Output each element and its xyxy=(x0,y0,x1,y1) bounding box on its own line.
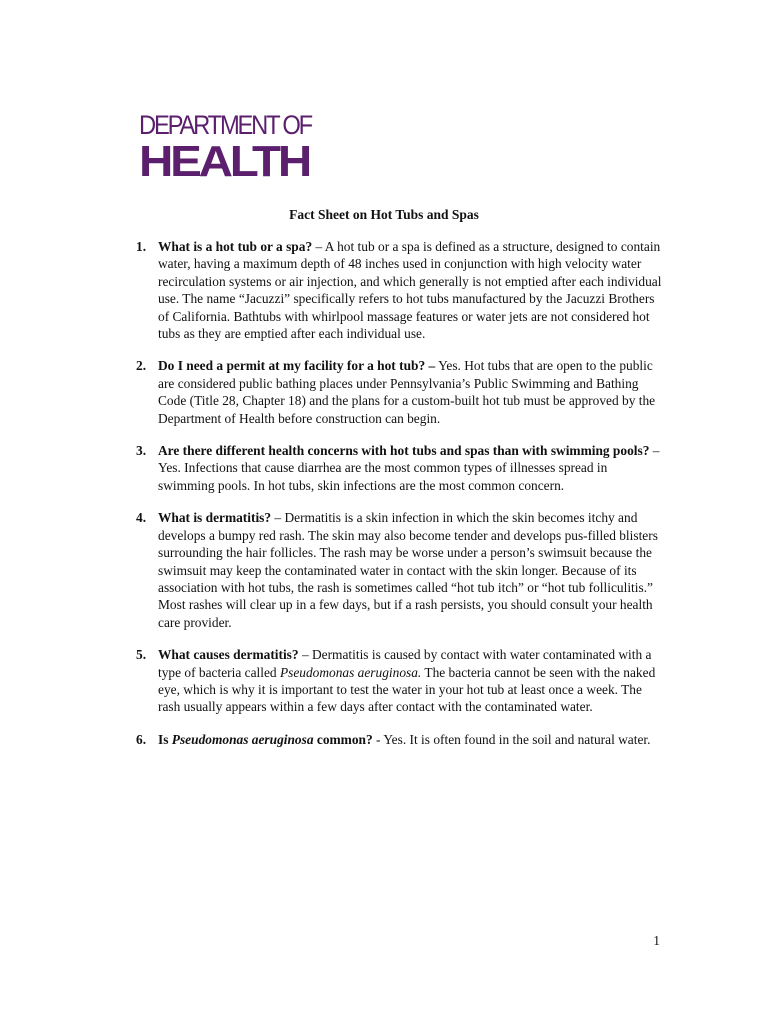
faq-question-part: common? xyxy=(313,731,373,747)
faq-answer-part: The bacteria cannot be seen with the naked eye, which is why it is important to test the water in your hot tub at least once a week. The rash usually appears within a few days after contact with the contaminated water. xyxy=(158,664,656,715)
faq-number: 4. xyxy=(136,510,147,526)
faq-item-1 xyxy=(136,238,662,342)
faq-item-5 xyxy=(136,646,662,716)
faq-question: Are there different health concerns with hot tubs and spas than with swimming pools? xyxy=(158,443,650,459)
faq-question: What is a hot tub or a spa? xyxy=(158,239,313,254)
faq-answer: – Yes. Infections that cause diarrhea are the most common types of illnesses spread in swimming pools. In hot tubs, skin infections are the most common concern. xyxy=(158,443,660,493)
document-title: Fact Sheet on Hot Tubs and Spas xyxy=(289,207,479,222)
faq-number: 1. xyxy=(136,239,147,254)
faq-number: 2. xyxy=(136,358,147,374)
faq-answer-italic: Pseudomonas aeruginosa. xyxy=(279,664,422,680)
faq-list xyxy=(136,238,662,763)
faq-number: 5. xyxy=(136,647,147,663)
faq-answer: - Yes. It is often found in the soil and natural water. xyxy=(372,731,651,747)
faq-question: What causes dermatitis? xyxy=(158,647,299,663)
faq-item-2 xyxy=(136,357,662,427)
faq-item-3 xyxy=(136,442,662,494)
faq-number: 3. xyxy=(136,443,147,459)
faq-answer-part: – Dermatitis is caused by contact with water contaminated with a type of bacteria called xyxy=(158,647,652,680)
faq-question: What is dermatitis? xyxy=(158,510,272,526)
faq-answer: – Dermatitis is a skin infection in which the skin becomes itchy and develops a bumpy red rash. The skin may also become tender and develops pus-filled blisters surrounding the hair follicles. The rash may be worse under a person’s swimsuit because the swimsuit may keep the contaminated water in contact with the skin longer. Because of its association with hot tubs, the rash is sometimes called “hot tub itch” or “hot tub folliculitis.” Most rashes will clear up in a few days, but if a rash persists, you should consult your health care provider. xyxy=(158,510,658,630)
logo-graphic xyxy=(139,106,314,186)
faq-question-italic: Pseudomonas aeruginosa xyxy=(171,731,314,747)
page-number: 1 xyxy=(653,933,660,948)
logo-line-1: DEPARTMENT OF xyxy=(139,110,313,140)
faq-question-part: Is xyxy=(158,731,172,747)
faq-question xyxy=(158,732,373,747)
faq-number: 6. xyxy=(136,731,147,747)
faq-question: Do I need a permit at my facility for a hot tub? – xyxy=(158,358,436,374)
department-of-health-logo xyxy=(139,106,314,186)
faq-item-4 xyxy=(136,509,662,631)
logo-line-2: HEALTH xyxy=(139,137,310,186)
faq-answer: Yes. Hot tubs that are open to the public are considered public bathing places under Pennsylvania’s Public Swimming and Bathing Code (Title 28, Chapter 18) and the plans for a custom-built hot tub must be approved by the Department of Health before construction can begin. xyxy=(158,358,656,426)
faq-item-6 xyxy=(136,731,662,748)
faq-answer: – A hot tub or a spa is defined as a structure, designed to contain water, having a maximum depth of 48 inches used in conjunction with high velocity water recirculation systems or air injection, and which generally is not emptied after each individual use. The name “Jacuzzi” specifically refers to hot tubs manufactured by the Jacuzzi Brothers of California. Bathtubs with whirlpool massage features or water jets are not considered hot tubs as they are emptied after each individual use. xyxy=(158,239,662,342)
